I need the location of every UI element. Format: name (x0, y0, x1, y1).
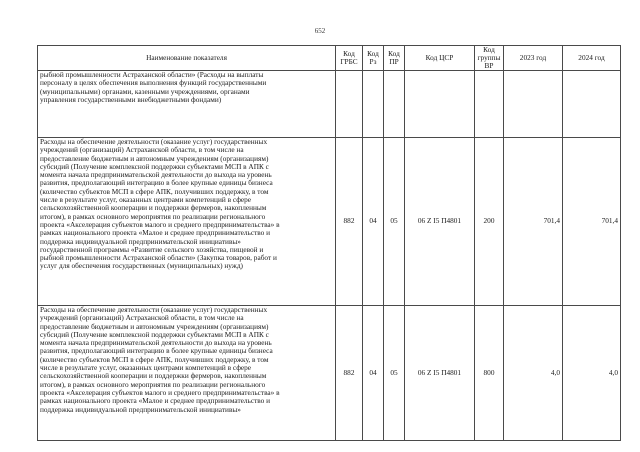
name-line: проекта «Акселерация субъектов малого и среднего предпринимательства» в (40, 219, 280, 229)
header-vr: Код группы ВР (475, 46, 504, 71)
row-vr (475, 71, 504, 138)
name-line: услуг для обеспечения государственных (муниципальных) нужд) (40, 261, 243, 271)
row-rz: 04 (363, 306, 384, 441)
row-csr: 06 Z I5 П4801 (405, 138, 475, 306)
name-line: развития, предполагающий интеграцию в более крупные единицы бизнеса (40, 346, 273, 356)
row-2024: 701,4 (563, 138, 621, 306)
name-line: момента начала предпринимательской деятельности до выхода на уровень (40, 170, 272, 180)
header-rz: Код Рз (363, 46, 384, 71)
header-grbs: Код ГРБС (336, 46, 363, 71)
row-2023: 701,4 (504, 138, 563, 306)
name-line: рыбной промышленности Астраханской области» (Закупка товаров, работ и (40, 253, 277, 263)
table-row (38, 71, 621, 138)
name-line: предоставление бюджетным и автономным учреждениям (организациям) (40, 153, 269, 163)
header-2024: 2024 год (563, 46, 621, 71)
name-line: рамках национального проекта «Малое и среднее предпринимательство и (40, 228, 271, 238)
header-csr: Код ЦСР (405, 46, 475, 71)
row-pr (384, 71, 405, 138)
name-line: государственной программы «Развитие сельского хозяйства, пищевой и (40, 244, 264, 254)
header-pr: Код ПР (384, 46, 405, 71)
row-grbs: 882 (336, 306, 363, 441)
row-rz (363, 71, 384, 138)
row-pr: 05 (384, 138, 405, 306)
name-line: итогом), в рамках основного мероприятия по реализации регионального (40, 379, 266, 389)
name-line: сельскохозяйственной кооперации и поддержки фермеров, накопленным (40, 203, 267, 213)
row-rz: 04 (363, 138, 384, 306)
row-grbs (336, 71, 363, 138)
name-line: момента начала предпринимательской деятельности до выхода на уровень (40, 338, 272, 348)
row-2023 (504, 71, 563, 138)
name-line: (количество субъектов МСП в сфере АПК, получивших поддержку, в том (40, 354, 269, 364)
name-line: итогом), в рамках основного мероприятия по реализации регионального (40, 211, 266, 221)
row-name (38, 71, 336, 138)
name-line: Расходы на обеспечение деятельности (оказание услуг) государственных (40, 137, 268, 146)
row-pr: 05 (384, 306, 405, 441)
row-csr (405, 71, 475, 138)
header-name: Наименование показателя (38, 46, 336, 71)
name-line: поддержка индивидуальной предпринимательской инициативы» (40, 236, 241, 246)
name-line: (муниципальными) органами, казенными учреждениями, органами (40, 86, 250, 96)
row-2023: 4,0 (504, 306, 563, 441)
name-line: числе в результате услуг, оказанных центрами компетенций в сфере (40, 195, 252, 205)
header-row (38, 46, 621, 71)
name-line: поддержка индивидуальной предпринимательской инициативы» (40, 404, 241, 414)
name-line: Расходы на обеспечение деятельности (оказание услуг) государственных (40, 305, 268, 314)
table-row (38, 306, 621, 441)
header-2023: 2023 год (504, 46, 563, 71)
name-line: субсидий (Получение комплексной поддержки субъектами МСП в АПК с (40, 329, 269, 339)
name-line: рамках национального проекта «Малое и среднее предпринимательство и (40, 396, 271, 406)
table-row (38, 138, 621, 306)
name-line: предоставление бюджетным и автономным учреждениям (организациям) (40, 321, 269, 331)
name-line: учреждений (организаций) Астраханской области, в том числе на (40, 313, 244, 323)
name-line: (количество субъектов МСП в сфере АПК, получивших поддержку, в том (40, 186, 269, 196)
name-line: проекта «Акселерация субъектов малого и среднего предпринимательства» в (40, 387, 280, 397)
page-number: 652 (314, 27, 326, 35)
name-line: персоналу в целях обеспечения выполнения функций государственными (40, 78, 267, 88)
row-vr: 800 (475, 306, 504, 441)
name-line: управления государственными внебюджетными фондами) (40, 94, 222, 104)
budget-table (37, 45, 621, 441)
name-line: числе в результате услуг, оказанных центрами компетенций в сфере (40, 363, 252, 373)
name-line: рыбной промышленности Астраханской области» (Расходы на выплаты (40, 70, 264, 79)
row-2024: 4,0 (563, 306, 621, 441)
name-line: сельскохозяйственной кооперации и поддержки фермеров, накопленным (40, 371, 267, 381)
row-name (38, 138, 336, 306)
row-grbs: 882 (336, 138, 363, 306)
row-2024 (563, 71, 621, 138)
row-csr: 06 Z I5 П4801 (405, 306, 475, 441)
name-line: учреждений (организаций) Астраханской области, в том числе на (40, 145, 244, 155)
name-line: развития, предполагающий интеграцию в более крупные единицы бизнеса (40, 178, 273, 188)
row-name (38, 306, 336, 441)
row-vr: 200 (475, 138, 504, 306)
name-line: субсидий (Получение комплексной поддержки субъектами МСП в АПК с (40, 161, 269, 171)
